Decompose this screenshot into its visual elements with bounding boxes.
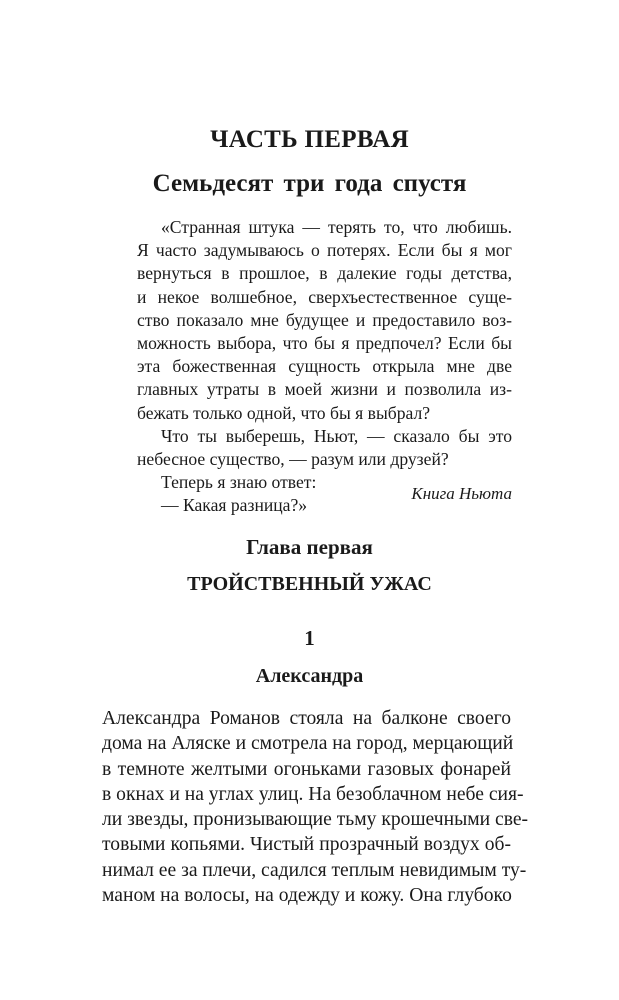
epigraph-line: небесное существо, — разум или друзей? [137,449,449,470]
body-line: дома на Аляске и смотрела на город, мерцающий [102,733,514,755]
section-number: 1 [304,626,315,650]
epigraph-line: эта божественная сущность открыла мне две [137,356,512,377]
epigraph-line: главных утраты в моей жизни и позволила из- [137,379,512,400]
epigraph-line: Я часто задумываюсь о потерях. Если бы я мог [137,240,512,261]
part-subtitle: Семьдесят три года спустя [152,170,467,197]
body-line: в окнах и на углах улиц. На безоблачном небе сия- [102,783,524,805]
epigraph-line: бежать только одной, что бы я выбрал? [137,402,431,423]
body-line: ли звезды, пронизывающие тьму крошечными све- [102,809,529,831]
epigraph-line: вернуться в прошлое, в далекие годы детства, [137,263,512,284]
epigraph-line: Теперь я знаю ответ: [161,472,317,493]
epigraph-line: и некое волшебное, сверхъестественное суще- [137,286,512,307]
body-line: Александра Романов стояла на балконе своего [102,708,511,729]
chapter-title: Глава первая [246,535,373,559]
epigraph [137,216,512,518]
body-line: маном на волосы, на одежду и кожу. Она глубоко [102,885,512,907]
body-line: в темноте желтыми огоньками газовых фонарей [102,758,511,780]
part-title: ЧАСТЬ ПЕРВАЯ [210,126,409,153]
epigraph-line: — Какая разница?» [161,495,308,516]
chapter-name: ТРОЙСТВЕННЫЙ УЖАС [187,573,432,595]
body-text [102,706,529,908]
body-line: нимал ее за плечи, садился теплым невидимым ту- [102,859,527,881]
epigraph-line: ство показало мне будущее и предоставило воз- [137,309,512,330]
section-title: Александра [255,665,364,687]
epigraph-line: «Странная штука — терять то, что любишь. [161,217,512,237]
body-line: товыми копьями. Чистый прозрачный воздух об- [102,834,511,856]
epigraph-line: Что ты выберешь, Ньют, — сказало бы это [161,425,512,446]
epigraph-source: Книга Ньюта [411,484,512,503]
epigraph-line: можность выбора, что бы я предпочел? Если бы [137,333,512,354]
